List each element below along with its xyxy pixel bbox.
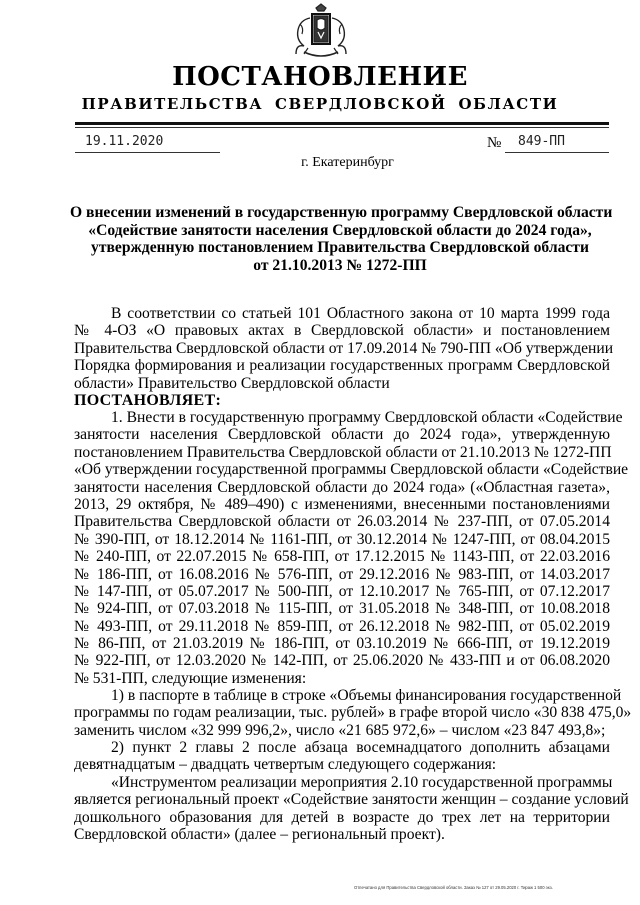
item-1-paragraph bbox=[74, 409, 629, 687]
text-line: заменить числом «32 999 996,2», число «21 685 972,6» – числом «23 847 493,8»; bbox=[74, 721, 606, 739]
text-line: № 240-ПП, от 22.07.2015 № 658-ПП, от 17.12.2015 № 1143-ПП, от 22.03.2016 bbox=[74, 548, 610, 566]
subject-line: утвержденную постановлением Правительства Свердловской области bbox=[91, 239, 589, 256]
text-line: 2) пункт 2 главы 2 после абзаца восемнадцатого дополнить абзацами bbox=[111, 739, 610, 756]
text-line: является региональный проект «Содействие занятости женщин – создание условий bbox=[74, 791, 629, 809]
text-line: № 922-ПП, от 12.03.2020 № 142-ПП, от 25.06.2020 № 433-ПП и от 06.08.2020 bbox=[74, 652, 610, 670]
document-date: 19.11.2020 bbox=[85, 134, 164, 149]
text-line: «Инструментом реализации мероприятия 2.10 государственной программы bbox=[111, 774, 613, 791]
preamble-paragraph bbox=[74, 305, 614, 409]
text-line: 1. Внести в государственную программу Свердловской области «Содействие bbox=[111, 409, 623, 426]
print-footer-note: Отпечатано для Правительства Свердловской области. Заказ № 127 от 29.05.2020 г. Тираж 1 500 экз. bbox=[354, 885, 553, 890]
text-line: Свердловской области» (далее – региональный проект). bbox=[74, 826, 445, 844]
quoted-paragraph bbox=[74, 774, 629, 844]
coat-of-arms-icon bbox=[290, 2, 352, 62]
text-line: 1) в паспорте в таблице в строке «Объемы финансирования государственной bbox=[111, 687, 622, 704]
header-divider-thin bbox=[75, 127, 609, 128]
text-line: № 493-ПП, от 29.11.2018 № 859-ПП, от 26.12.2018 № 982-ПП, от 05.02.2019 bbox=[74, 617, 610, 635]
text-line: Правительства Свердловской области от 26.03.2014 № 237-ПП, от 07.05.2014 bbox=[74, 513, 610, 531]
subitem-2-paragraph bbox=[74, 739, 610, 774]
header-divider-thick bbox=[75, 122, 609, 125]
text-line: № 390-ПП, от 18.12.2014 № 1161-ПП, от 30.12.2014 № 1247-ПП, от 08.04.2015 bbox=[74, 530, 610, 548]
subject-line: от 21.10.2013 № 1272-ПП bbox=[253, 256, 427, 274]
document-date-field bbox=[75, 133, 220, 153]
city-of-issue: г. Екатеринбург bbox=[301, 155, 394, 170]
text-line: занятости населения Свердловской области до 2024 года» («Областная газета», bbox=[74, 478, 610, 496]
text-line: № 186-ПП, от 16.08.2016 № 576-ПП, от 29.12.2016 № 983-ПП, от 14.03.2017 bbox=[74, 565, 610, 583]
text-line: № 924-ПП, от 07.03.2018 № 115-ПП, от 31.05.2018 № 348-ПП, от 10.08.2018 bbox=[74, 600, 610, 618]
text-line: № 147-ПП, от 05.07.2017 № 500-ПП, от 12.10.2017 № 765-ПП, от 07.12.2017 bbox=[74, 582, 610, 600]
text-line: Порядка формирования и реализации государственных программ Свердловской bbox=[74, 357, 610, 375]
subject-line: «Содействие занятости населения Свердловской области до 2024 года», bbox=[88, 221, 592, 239]
resolves-heading: ПОСТАНОВЛЯЕТ: bbox=[74, 391, 222, 409]
text-line: постановлением Правительства Свердловской области от 21.10.2013 № 1272-ПП bbox=[74, 443, 612, 461]
text-line: «Об утверждении государственной программы Свердловской области «Содействие bbox=[74, 461, 629, 479]
subitem-1-paragraph bbox=[74, 687, 632, 739]
text-line: программы по годам реализации, тыс. рублей» в графе второй число «30 838 475,0» bbox=[74, 704, 632, 722]
text-line: № 4-ОЗ «О правовых актах в Свердловской области» и постановлением bbox=[74, 322, 610, 340]
text-line: № 531-ПП, следующие изменения: bbox=[74, 669, 307, 687]
issuing-authority: ПРАВИТЕЛЬСТВА СВЕРДЛОВСКОЙ ОБЛАСТИ bbox=[81, 95, 559, 113]
text-line: девятнадцатым – двадцать четвертым следующего содержания: bbox=[74, 756, 497, 774]
document-number: 849-ПП bbox=[518, 134, 565, 149]
text-line: Правительства Свердловской области от 17.09.2014 № 790-ПП «Об утверждении bbox=[74, 339, 614, 357]
text-line: В соответствии со статьей 101 Областного закона от 10 марта 1999 года bbox=[111, 305, 610, 322]
subject-line: О внесении изменений в государственную программу Свердловской области bbox=[70, 204, 613, 221]
text-line: дошкольного образования для детей в возрасте до трех лет на территории bbox=[74, 808, 610, 826]
number-sign-label: № bbox=[487, 135, 502, 151]
document-subject bbox=[70, 204, 613, 274]
text-line: области» Правительство Свердловской области bbox=[74, 374, 390, 392]
text-line: № 86-ПП, от 21.03.2019 № 186-ПП, от 03.10.2019 № 666-ПП, от 19.12.2019 bbox=[74, 635, 610, 653]
text-line: занятости населения Свердловской области до 2024 года», утвержденную bbox=[74, 426, 610, 444]
text-line: 2013, 29 октября, № 489–490) с изменениями, внесенными постановлениями bbox=[74, 495, 610, 513]
document-type-title: ПОСТАНОВЛЕНИЕ bbox=[172, 62, 468, 92]
document-number-field bbox=[505, 133, 609, 153]
